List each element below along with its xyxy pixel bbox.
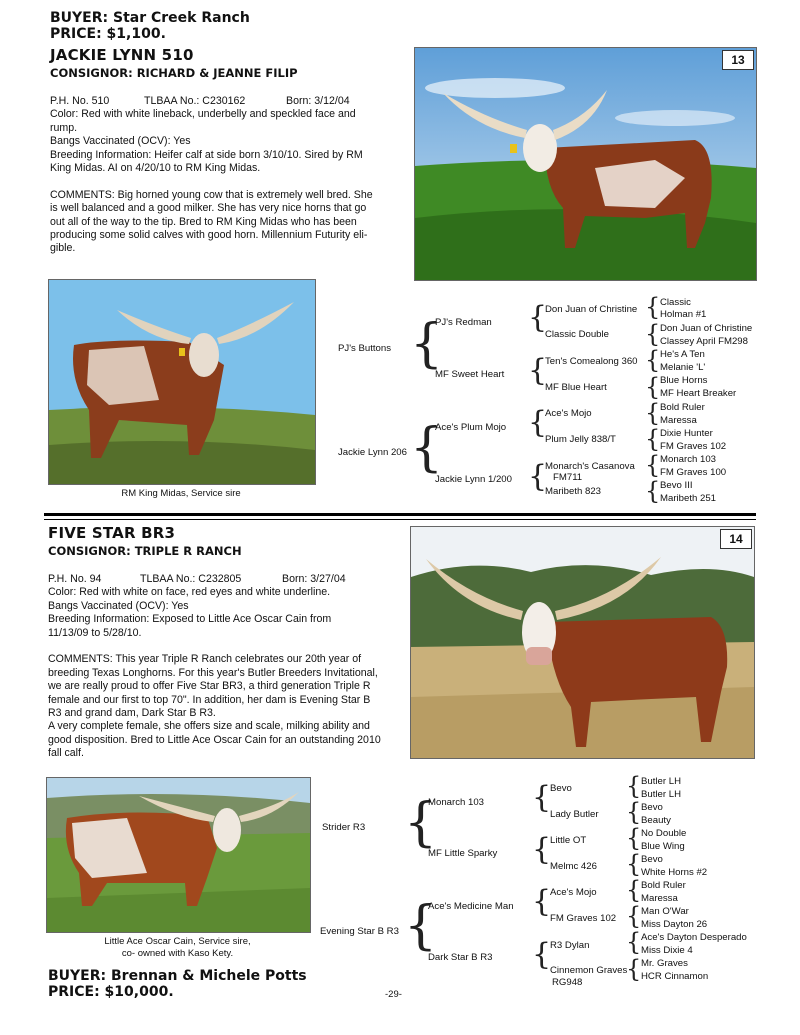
lot1-comments: out all of the way to the tip. Bred to RM King Midas who has been xyxy=(50,215,357,228)
lot2-ped-g2: Dark Star B R3 xyxy=(428,952,493,963)
lot1-ped-g4: Holman #1 xyxy=(660,309,707,320)
section-divider xyxy=(44,513,756,516)
pedigree-brace: { xyxy=(410,418,444,478)
lot2-comments: fall calf. xyxy=(48,747,84,760)
pedigree-brace: { xyxy=(645,346,661,374)
lot1-tlbaa: TLBAA No.: C230162 xyxy=(144,95,246,107)
lot2-comments: COMMENTS: This year Triple R Ranch celebrates our 20th year of xyxy=(48,653,362,666)
pedigree-brace: { xyxy=(404,793,438,853)
lot2-comments: A very complete female, she offers size and scale, milking ability and xyxy=(48,720,370,733)
lot1-ped-g4: FM Graves 100 xyxy=(660,467,727,478)
lot2-ped-g2: Monarch 103 xyxy=(428,797,484,808)
lot2-ped-g2: MF Little Sparky xyxy=(428,848,498,859)
lot2-comments: female and our first to top 70". In addition, her dam is Evening Star B xyxy=(48,693,371,706)
lot1-comments: producing some solid calves with good horn. Millennium Futurity eli- xyxy=(50,229,368,242)
lot1-buyer: BUYER: Star Creek Ranch xyxy=(50,10,250,26)
lot1-ped-g2: PJ's Redman xyxy=(435,317,492,328)
lot-number-badge: 14 xyxy=(720,529,752,549)
lot1-comments: gible. xyxy=(50,242,76,255)
pedigree-brace: { xyxy=(528,459,548,494)
lot2-ped-g1: Evening Star B R3 xyxy=(320,926,399,937)
pedigree-brace: { xyxy=(626,850,642,878)
lot2-sire-caption: co- owned with Kaso Kety. xyxy=(121,948,234,959)
lot2-ped-g4: Mr. Graves xyxy=(641,958,688,969)
page-number: -29- xyxy=(385,989,402,1000)
lot1-ped-g4: Classic xyxy=(660,297,691,308)
lot2-ped-g3: RG948 xyxy=(552,977,583,988)
lot1-comments: is well balanced and a good milker. She has very nice horns that go xyxy=(50,202,367,215)
lot1-ped-g1: PJ's Buttons xyxy=(338,343,392,354)
lot1-ped-g1: Jackie Lynn 206 xyxy=(338,447,407,458)
pedigree-brace: { xyxy=(626,876,642,904)
lot2-ped-g4: Miss Dayton 26 xyxy=(641,919,708,930)
lot2-ped-g4: Bevo xyxy=(641,802,663,813)
lot1-ped-g2: Ace's Plum Mojo xyxy=(435,422,507,433)
lot2-ped-g3: Ace's Mojo xyxy=(550,887,597,898)
pedigree-brace: { xyxy=(410,314,444,374)
lot1-ped-g3: Ten's Comealong 360 xyxy=(545,356,638,367)
lot1-color: Color: Red with white lineback, underbelly and speckled face and xyxy=(50,108,356,121)
pedigree-brace: { xyxy=(645,399,661,427)
lot1-sire-photo xyxy=(48,279,316,485)
pedigree-brace: { xyxy=(645,373,661,401)
lot2-ped-g1: Strider R3 xyxy=(322,822,366,833)
lot2-ped-g2: Ace's Medicine Man xyxy=(428,901,514,912)
lot1-ph: P.H. No. 510 xyxy=(50,95,110,107)
lot2-breeding: Breeding Information: Exposed to Little Ace Oscar Cain from xyxy=(48,613,332,626)
lot2-details xyxy=(48,573,408,761)
lot2-ped-g4: White Horns #2 xyxy=(641,867,708,878)
lot1-ped-g4: Dixie Hunter xyxy=(660,428,713,439)
lot2-born: Born: 3/27/04 xyxy=(282,573,346,585)
lot1-ped-g4: Don Juan of Christine xyxy=(660,323,753,334)
lot2-ped-g3: Lady Butler xyxy=(550,809,599,820)
lot2-title: FIVE STAR BR3 xyxy=(48,524,176,542)
pedigree-brace: { xyxy=(645,425,661,453)
pedigree-brace: { xyxy=(626,772,642,800)
lot1-ped-g4: MF Heart Breaker xyxy=(660,388,737,399)
lot1-details xyxy=(50,95,410,256)
lot2-ped-g4: Beauty xyxy=(641,815,671,826)
pedigree-brace: { xyxy=(645,451,661,479)
lot1-ped-g3: Classic Double xyxy=(545,329,609,340)
lot2-bangs: Bangs Vaccinated (OCV): Yes xyxy=(48,599,189,612)
lot1-ped-g2: Jackie Lynn 1/200 xyxy=(435,474,512,485)
lot2-ped-g4: Ace's Dayton Desperado xyxy=(641,932,747,943)
lot1-born: Born: 3/12/04 xyxy=(286,95,350,107)
lot2-ped-g4: Butler LH xyxy=(641,776,681,787)
lot2-comments: we are really proud to offer Five Star BR3, a third generation Triple R xyxy=(48,680,371,693)
lot1-ped-g4: Classey April FM298 xyxy=(660,336,748,347)
lot1-price: PRICE: $1,100. xyxy=(50,26,166,42)
pedigree-brace: { xyxy=(532,884,552,919)
lot1-consignor: CONSIGNOR: RICHARD & JEANNE FILIP xyxy=(50,66,298,80)
lot2-ped-g3: Cinnemon Graves xyxy=(550,965,628,976)
lot1-ped-g4: Bevo III xyxy=(660,480,693,491)
lot2-ped-g4: Maressa xyxy=(641,893,678,904)
lot2-comments: good disposition. Bred to Little Ace Oscar Cain for an outstanding 2010 xyxy=(48,733,381,746)
lot1-ped-g2: MF Sweet Heart xyxy=(435,369,505,380)
pedigree-brace: { xyxy=(626,928,642,956)
lot2-sire-caption: Little Ace Oscar Cain, Service sire, xyxy=(104,936,251,947)
lot2-comments: breeding Texas Longhorns. For this year's Butler Breeders Invitational, xyxy=(48,666,378,679)
pedigree-brace: { xyxy=(528,405,548,440)
lot1-comments: COMMENTS: Big horned young cow that is extremely well bred. She xyxy=(50,188,373,201)
lot1-breeding: Breeding Information: Heifer calf at side born 3/10/10. Sired by RM xyxy=(50,148,363,161)
lot1-ped-g4: FM Graves 102 xyxy=(660,441,727,452)
lot2-tlbaa: TLBAA No.: C232805 xyxy=(140,573,242,585)
lot2-ped-g4: Butler LH xyxy=(641,789,681,800)
pedigree-brace: { xyxy=(528,353,548,388)
pedigree-brace: { xyxy=(645,477,661,505)
lot1-ped-g4: Maressa xyxy=(660,415,697,426)
lot2-ph: P.H. No. 94 xyxy=(48,573,102,585)
lot2-price: PRICE: $10,000. xyxy=(48,984,174,1000)
lot2-ped-g3: Bevo xyxy=(550,783,572,794)
lot2-ped-g4: Miss Dixie 4 xyxy=(641,945,693,956)
lot1-ped-g4: Melanie 'L' xyxy=(660,362,706,373)
pedigree-brace: { xyxy=(626,798,642,826)
lot2-comments: R3 and grand dam, Dark Star B R3. xyxy=(48,707,216,720)
pedigree-brace: { xyxy=(532,780,552,815)
lot2-buyer: BUYER: Brennan & Michele Potts xyxy=(48,968,307,984)
lot2-ped-g3: FM Graves 102 xyxy=(550,913,617,924)
pedigree-brace: { xyxy=(528,300,548,335)
lot1-main-photo xyxy=(414,47,757,281)
pedigree-brace: { xyxy=(626,955,642,983)
pedigree-brace: { xyxy=(532,832,552,867)
pedigree-brace: { xyxy=(626,902,642,930)
lot2-ped-g3: R3 Dylan xyxy=(550,940,590,951)
lot-number-badge: 13 xyxy=(722,50,754,70)
lot1-ped-g3: FM711 xyxy=(553,472,583,483)
lot2-consignor: CONSIGNOR: TRIPLE R RANCH xyxy=(48,544,242,558)
section-divider xyxy=(44,519,756,520)
lot1-ped-g4: Monarch 103 xyxy=(660,454,716,465)
lot1-ped-g4: Bold Ruler xyxy=(660,402,705,413)
lot1-color-cont: rump. xyxy=(50,121,78,134)
lot2-ped-g4: Blue Wing xyxy=(641,841,685,852)
pedigree-brace: { xyxy=(532,937,552,972)
lot1-ped-g3: Monarch's Casanova xyxy=(545,461,635,472)
lot1-ped-g3: Don Juan of Christine xyxy=(545,304,638,315)
lot1-ped-g4: Blue Horns xyxy=(660,375,708,386)
lot1-ped-g3: Plum Jelly 838/T xyxy=(545,434,616,445)
lot1-ped-g3: MF Blue Heart xyxy=(545,382,607,393)
lot1-ped-g4: He's A Ten xyxy=(660,349,705,360)
lot1-ped-g3: Maribeth 823 xyxy=(545,486,601,497)
lot2-ped-g4: Man O'War xyxy=(641,906,689,917)
pedigree-brace: { xyxy=(626,824,642,852)
pedigree-brace: { xyxy=(645,320,661,348)
pedigree-brace: { xyxy=(404,896,438,956)
lot1-breeding-cont: King Midas. AI on 4/20/10 to RM King Midas. xyxy=(50,162,261,175)
lot2-ped-g3: Melmc 426 xyxy=(550,861,597,872)
lot2-ped-g3: Little OT xyxy=(550,835,587,846)
lot1-bangs: Bangs Vaccinated (OCV): Yes xyxy=(50,135,191,148)
lot2-color: Color: Red with white on face, red eyes and white underline. xyxy=(48,586,331,599)
pedigree-brace: { xyxy=(645,293,661,321)
lot2-ped-g4: Bevo xyxy=(641,854,663,865)
lot1-title: JACKIE LYNN 510 xyxy=(50,46,194,64)
lot2-ped-g4: HCR Cinnamon xyxy=(641,971,709,982)
lot2-main-photo xyxy=(410,526,755,759)
lot2-breeding-cont: 11/13/09 to 5/28/10. xyxy=(48,626,142,639)
lot1-sire-caption: RM King Midas, Service sire xyxy=(121,488,241,499)
lot1-ped-g3: Ace's Mojo xyxy=(545,408,592,419)
lot2-sire-photo xyxy=(46,777,311,933)
lot1-ped-g4: Maribeth 251 xyxy=(660,493,716,504)
lot2-ped-g4: Bold Ruler xyxy=(641,880,686,891)
lot2-ped-g4: No Double xyxy=(641,828,687,839)
